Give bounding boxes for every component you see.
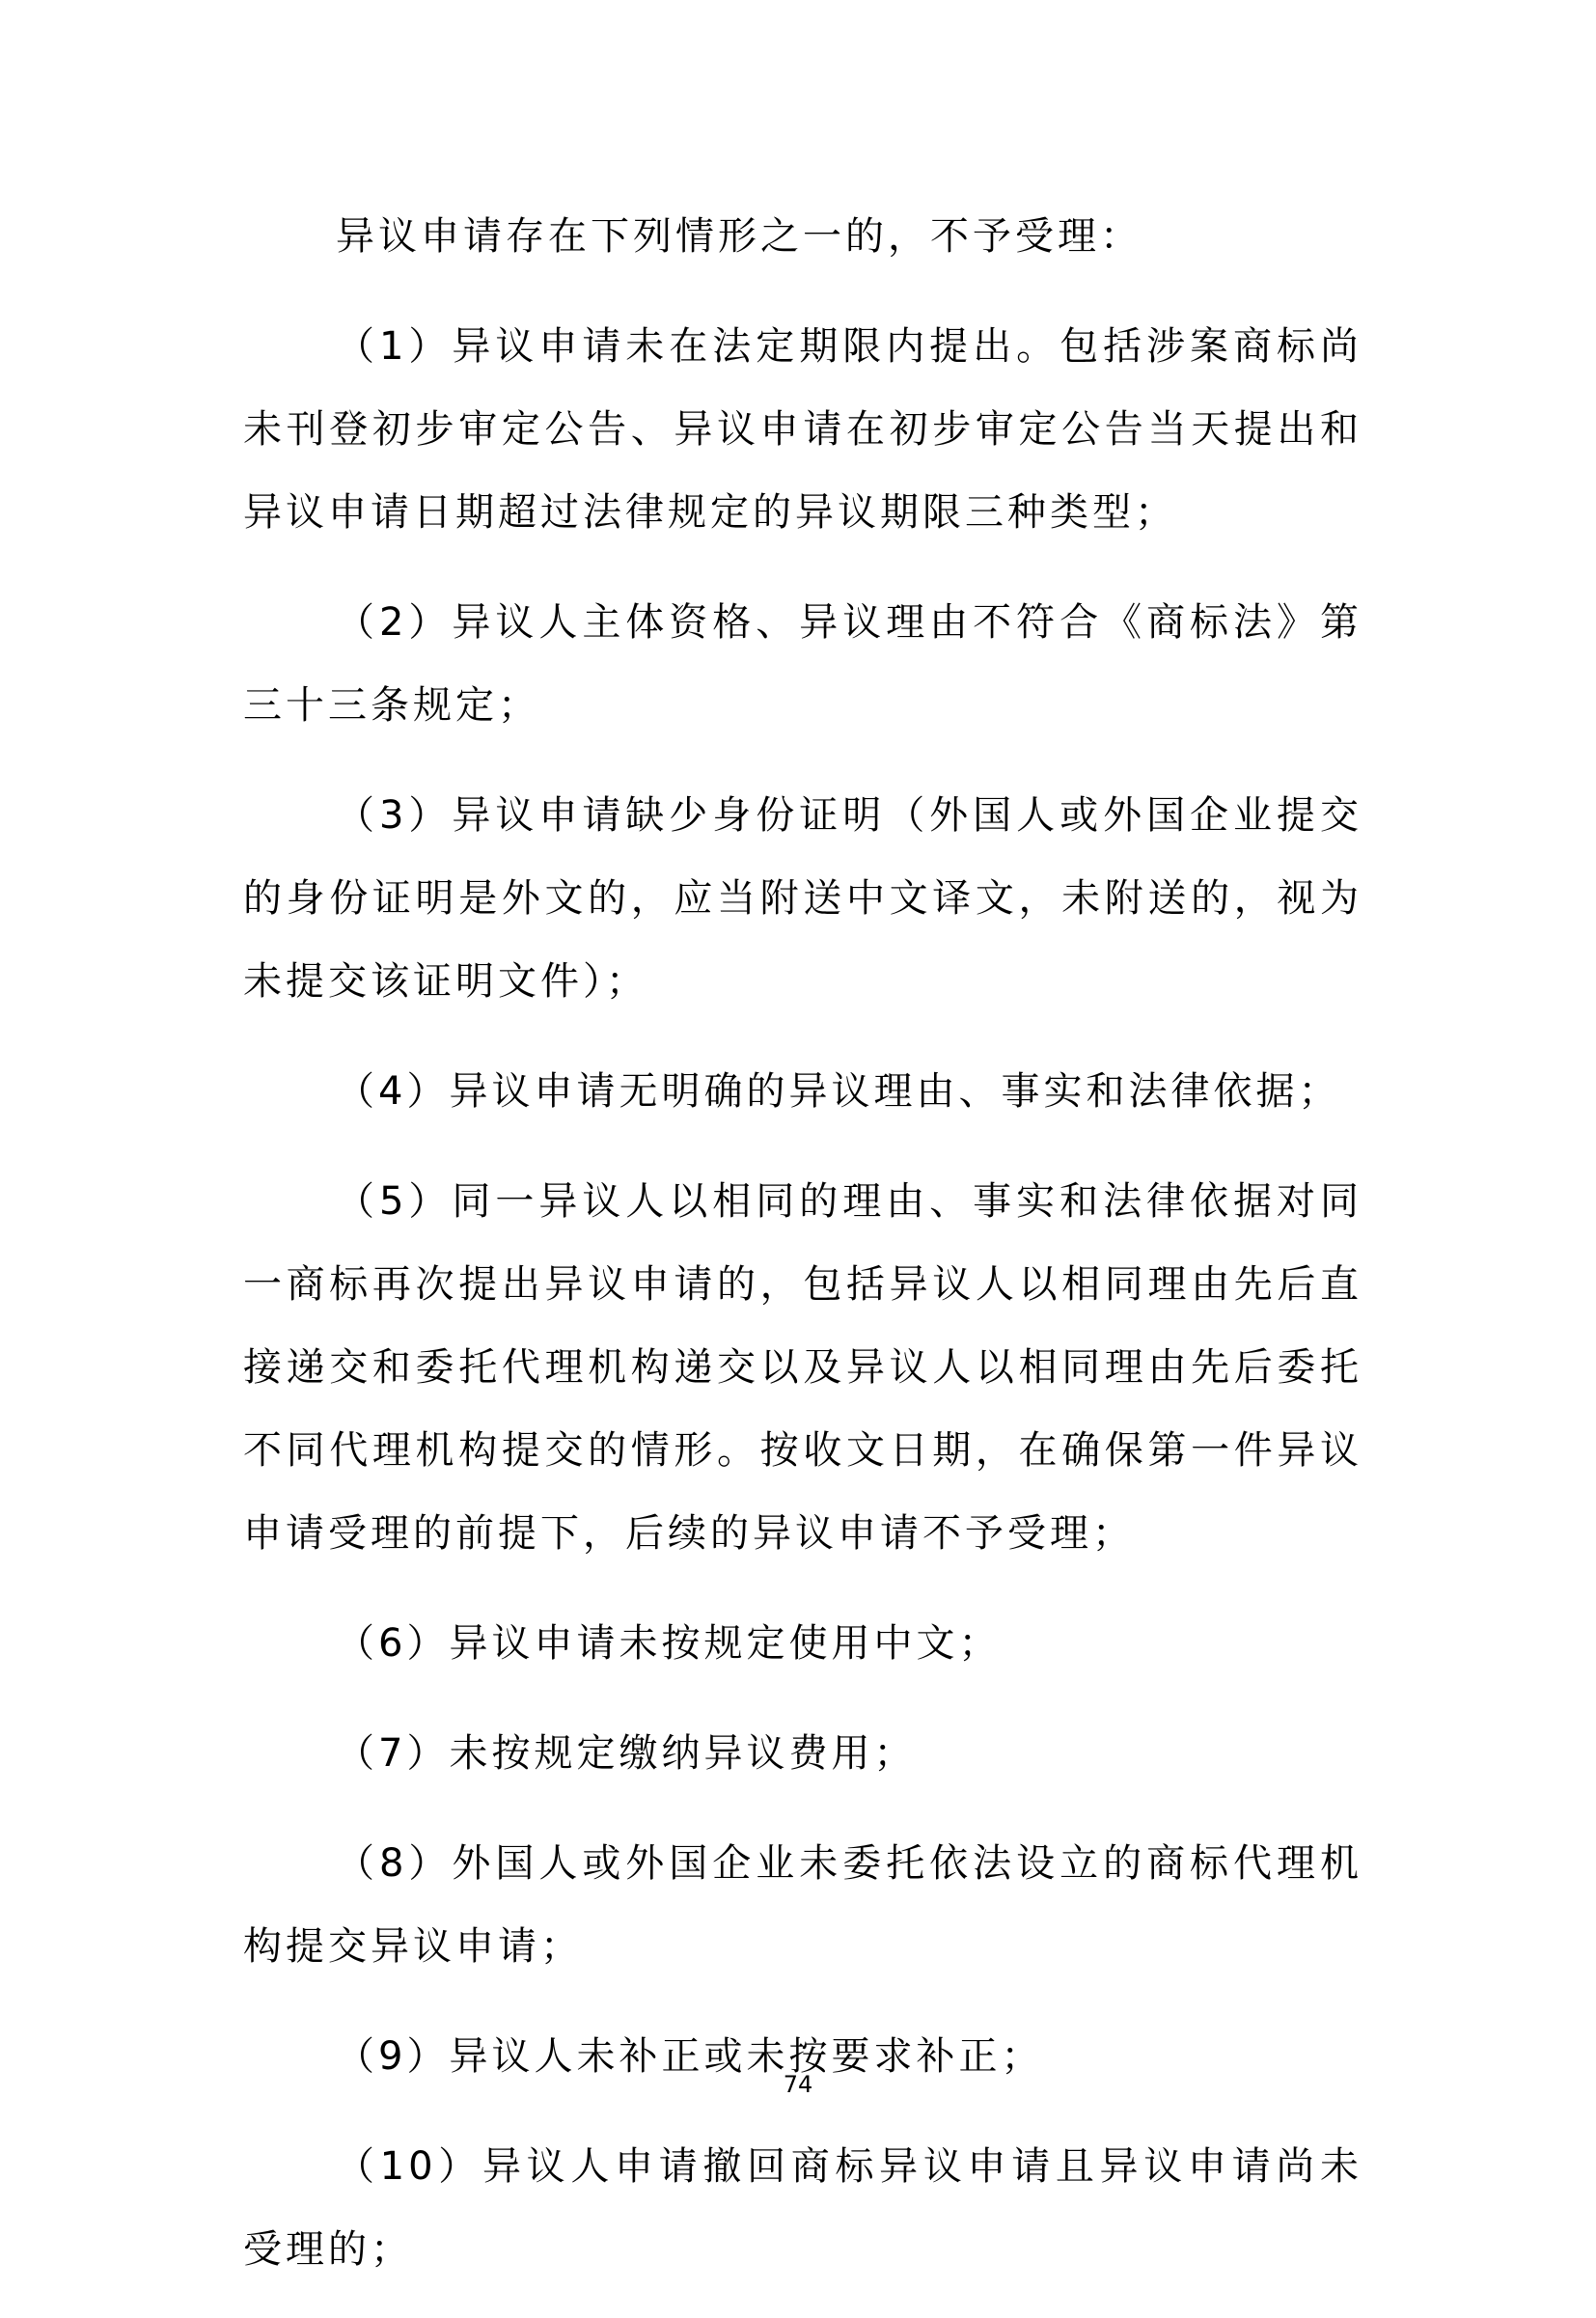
intro-paragraph: 异议申请存在下列情形之一的，不予受理： xyxy=(336,214,1142,259)
clause-5: （5）同一异议人以相同的理由、事实和法律依据对同一商标再次提出异议申请的，包括异议人以相同理由先后直接递交和委托代理机构递交以及异议人以相同理由先后委托不同代理机构提交的情形。按收文日期，在确保第一件异议申请受理的前提下，后续的异议申请不予受理； xyxy=(243,1179,1362,1556)
page-number: 74 xyxy=(783,2071,813,2098)
clause-8: （8）外国人或外国企业未委托依法设立的商标代理机构提交异议申请； xyxy=(243,1841,1362,1969)
document-page xyxy=(243,195,1362,2318)
clause-9: （9）异议人未补正或未按要求补正； xyxy=(336,2034,1044,2079)
clause-6: （6）异议申请未按规定使用中文； xyxy=(336,1621,1002,1666)
clause-7: （7）未按规定缴纳异议费用； xyxy=(336,1731,917,1776)
clause-4: （4）异议申请无明确的异议理由、事实和法律依据； xyxy=(336,1069,1341,1114)
clause-10: （10）异议人申请撤回商标异议申请且异议申请尚未受理的； xyxy=(243,2144,1362,2272)
clause-1: （1）异议申请未在法定期限内提出。包括涉案商标尚未刊登初步审定公告、异议申请在初步审定公告当天提出和异议申请日期超过法律规定的异议期限三种类型； xyxy=(243,324,1362,535)
clause-3: （3）异议申请缺少身份证明（外国人或外国企业提交的身份证明是外文的，应当附送中文译文，未附送的，视为未提交该证明文件）； xyxy=(243,793,1362,1004)
clause-2: （2）异议人主体资格、异议理由不符合《商标法》第三十三条规定； xyxy=(243,600,1362,728)
